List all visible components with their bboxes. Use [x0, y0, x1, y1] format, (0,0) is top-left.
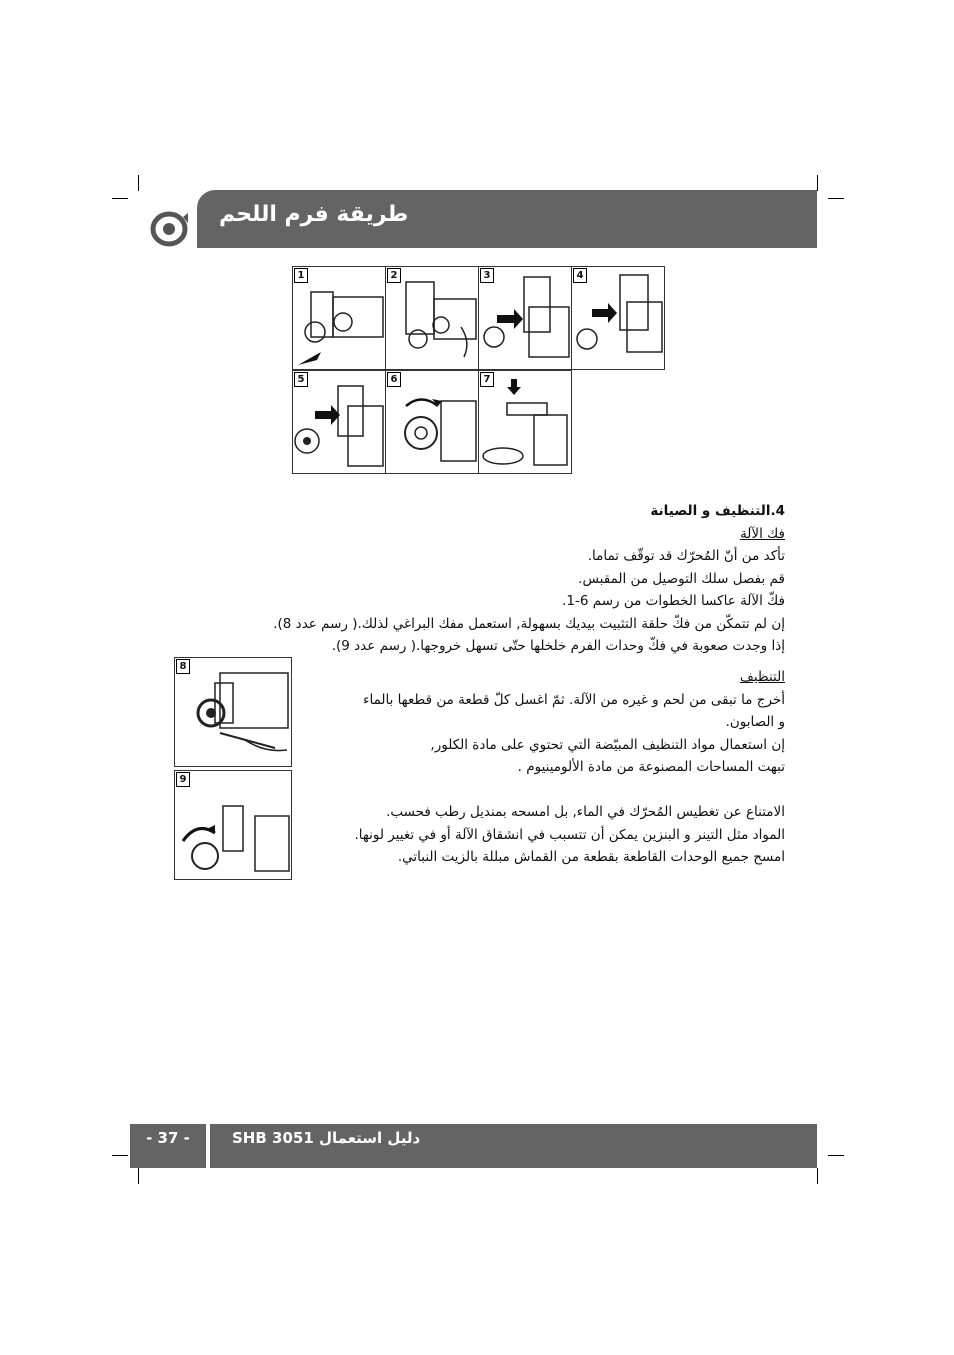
text-line [300, 779, 785, 802]
crop-mark [112, 198, 128, 199]
cleaning-section [250, 500, 785, 658]
figure-number: 6 [387, 372, 401, 387]
text-line: الامتناع عن تغطيس المُحرّك في الماء, بل امسحه بمنديل رطب فحسب. [386, 804, 785, 820]
figure-step-7 [478, 370, 572, 474]
figure-step-6 [385, 370, 479, 474]
text-line: إن لم تتمكّن من فكّ حلقة التثبيت بيديك بسهولة, استعمل مفك البراغي لذلك.( رسم عدد 8). [273, 615, 785, 632]
figure-step-5 [292, 370, 386, 474]
grinder-illustration-icon [175, 658, 291, 766]
text-line: فكّ الآلة عاكسا الخطوات من رسم 6-1. [562, 593, 785, 609]
text-line: أخرج ما تبقى من لحم و غيره من الآلة. ثمّ اغسل كلّ قطعة من قطعها بالماء [363, 691, 785, 708]
text-line: المواد مثل التينر و البنزين يمكن أن تتسبب في انشقاق الآلة أو في تغيير لونها. [354, 826, 785, 843]
page-title: طريقة فرم اللحم [219, 202, 409, 227]
crop-mark [138, 1168, 139, 1184]
text-line: تأكد من أنّ المُحرّك قد توقّف تماما. [587, 548, 785, 564]
footer-bar [210, 1124, 817, 1168]
crop-mark [817, 175, 818, 191]
subheading-disassembly: فك الآلة [740, 525, 785, 542]
grinder-illustration-icon [175, 771, 291, 879]
figure-step-9 [174, 770, 292, 880]
text-line: تبهت المساحات المصنوعة من مادة الألومينيوم . [517, 759, 785, 775]
header-bar [197, 190, 817, 248]
crop-mark [817, 1168, 818, 1184]
figure-number: 1 [294, 268, 308, 283]
figure-step-4 [571, 266, 665, 370]
figure-number: 7 [480, 372, 494, 387]
brand-logo-icon [150, 211, 190, 247]
manual-title: SHB 3051 دليل استعمال [232, 1129, 421, 1147]
crop-mark [138, 175, 139, 191]
subheading-cleaning: التنظيف [739, 669, 785, 685]
text-line: إن استعمال مواد التنظيف المبيّضة التي تحتوي على مادة الكلور, [430, 736, 785, 753]
text-line: و الصابون. [725, 714, 785, 730]
crop-mark [112, 1155, 128, 1156]
figure-step-3 [478, 266, 572, 370]
crop-mark [828, 1155, 844, 1156]
figure-number: 8 [176, 659, 190, 674]
figure-number: 2 [387, 268, 401, 283]
cleaning-subsection [300, 666, 785, 869]
section-heading: 4.التنظيف و الصيانة [650, 503, 785, 519]
figure-step-2 [385, 266, 479, 370]
figure-step-8 [174, 657, 292, 767]
text-line: امسح جميع الوحدات القاطعة بقطعة من القماش مبللة بالزيت النباتي. [397, 849, 785, 865]
figure-number: 3 [480, 268, 494, 283]
figure-number: 5 [294, 372, 308, 387]
text-line: قم بفصل سلك التوصيل من المقبس. [578, 570, 785, 587]
figure-number: 9 [176, 772, 190, 787]
text-line: إذا وجدت صعوبة في فكّ وحدات الفرم خلخلها حتّى تسهل خروجها.( رسم عدد 9). [331, 638, 785, 654]
figure-step-1 [292, 266, 386, 370]
figure-number: 4 [573, 268, 587, 283]
crop-mark [828, 198, 844, 199]
page-number: - 37 - [130, 1124, 206, 1168]
